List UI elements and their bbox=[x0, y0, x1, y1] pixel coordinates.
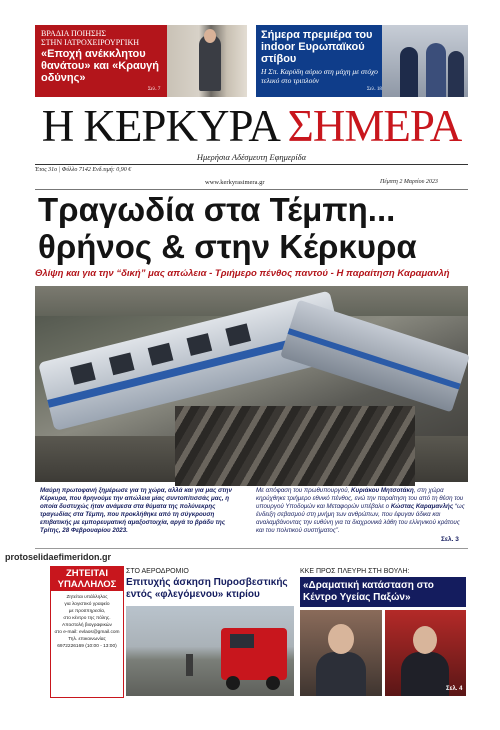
politician-suit bbox=[316, 652, 366, 696]
classified-ad-box[interactable] bbox=[50, 566, 124, 698]
promo-right-headline: Σήμερα πρεμιέρα του indoor Ευρωπαϊκού στίβου bbox=[261, 29, 373, 65]
promo-right-photo bbox=[382, 25, 468, 97]
promo-indoor-athletics[interactable] bbox=[256, 25, 468, 97]
carriage-window bbox=[70, 362, 96, 385]
story-mid-kicker: ΣΤΟ ΑΕΡΟΔΡΟΜΙΟ bbox=[126, 568, 189, 575]
speaker-figure bbox=[199, 35, 221, 91]
minister-face bbox=[413, 626, 437, 654]
carriage-window bbox=[225, 323, 251, 346]
classified-line: 6972226169 (10:00 - 13:00) bbox=[57, 644, 117, 649]
derailed-carriage-right bbox=[280, 300, 470, 413]
masthead-word-simera: ΣΗΜΕΡΑ bbox=[287, 101, 462, 151]
classified-line: για λογιστικό γραφείο bbox=[64, 602, 110, 607]
classified-line: Ζητείται υπάλληλος bbox=[66, 595, 108, 600]
politician-face bbox=[328, 624, 354, 654]
caption-right-name-2: Κώστας Καραμανλής bbox=[390, 503, 454, 510]
main-photo-train-crash[interactable] bbox=[35, 286, 468, 482]
classified-line: στο κέντρο της πόλης. bbox=[63, 616, 111, 621]
divider-header bbox=[35, 189, 468, 190]
website-link[interactable]: www.kerkyrasimera.gr bbox=[205, 179, 265, 186]
masthead-logo[interactable] bbox=[35, 102, 468, 150]
promo-right-subline: Η Σπ. Καρύδη αύριο στη μάχη με στόχο τελικό στο τριπλούν bbox=[261, 67, 378, 85]
wreckage-debris bbox=[175, 406, 415, 486]
story-right-kicker: ΚΚΕ ΠΡΟΣ ΠΛΕΥΡΗ ΣΤΗ ΒΟΥΛΗ: bbox=[300, 568, 410, 575]
classified-line: Αποστολή βιογραφικών bbox=[62, 623, 112, 628]
story-fire-drill[interactable] bbox=[126, 566, 294, 730]
story-mid-page-ref: Σελ. 9 bbox=[128, 724, 145, 730]
carriage-window bbox=[187, 333, 213, 356]
fire-truck-wheel bbox=[226, 676, 240, 690]
promo-left-headline: «Εποχή ανέκκλητου θανάτου» και «Κραυγή οδύνης» bbox=[41, 48, 159, 84]
issue-info: Έτος 31ο | Φύλλο 7142 Ενδ.τιμή: 0,90 € bbox=[35, 167, 132, 173]
caption-right-part-1: Με απόφαση του πρωθυπουργού, bbox=[256, 487, 352, 494]
story-mid-headline: Επιτυχής άσκηση Πυροσβεστικής εντός «φλεγόμενου» κτιρίου bbox=[126, 577, 288, 600]
promo-left-kicker-1: ΒΡΑΔΙΑ ΠΟΙΗΣΗΣ bbox=[41, 29, 107, 38]
classified-body bbox=[53, 594, 121, 650]
caption-right-name-1: Κυριάκου Μητσοτάκη bbox=[351, 487, 414, 494]
athlete-figure-3 bbox=[448, 51, 464, 97]
classified-title: ΖΗΤΕΙΤΑΙ ΥΠΑΛΛΗΛΟΣ bbox=[51, 567, 123, 591]
caption-right-part-3: “ως ένδειξη σεβασμού στη μνήμη των ανθρώπων, που έφυγαν άδικα και αναλαμβάνοντας την ευθύνη για τα διαχρονικά λάθη του ελληνικού κράτους και του πολιτικού συστήματος”. bbox=[256, 503, 465, 534]
promo-poetry-night[interactable] bbox=[35, 25, 247, 97]
athlete-figure-1 bbox=[400, 47, 418, 97]
masthead-word-kerkyra: Η ΚΕΡΚΥΡΑ bbox=[41, 101, 278, 151]
story-right-page-ref: Σελ. 4 bbox=[446, 686, 463, 692]
promo-left-kicker-2: ΣΤΗΝ ΙΑΤΡΟΧΕΙΡΟΥΡΓΙΚΗ bbox=[41, 38, 139, 47]
fire-truck-wheel bbox=[266, 676, 280, 690]
story-right-photo-1 bbox=[300, 610, 382, 696]
carriage-window bbox=[148, 343, 174, 366]
fire-truck-window bbox=[230, 634, 254, 648]
carriage-stripe bbox=[288, 328, 461, 389]
caption-left: Μαύρη πρωτοφανή ξημέρωσε για τη χώρα, αλλά και για μας στην Κέρκυρα, που θρηνούμε την απώλεια μίας συντοπίτισσάς μας, η οποία δυστυχώς ήταν ανάμεσα στα θύματα της πολύνεκρης τραγωδίας στα Τέμπη, που προκλήθηκε από τη σύγκρουση επιβατικής με εμπορευματική αμαξοστοιχία, αργά το βράδυ της Τρίτης, 28 Φεβρουαρίου 2023. bbox=[40, 487, 232, 534]
caption-right bbox=[256, 487, 466, 535]
promo-right-page-ref: Σελ. 18 bbox=[367, 87, 382, 92]
story-mid-photo bbox=[126, 606, 294, 730]
caption-right-part-2: , στη χώρα κηρύχθηκε τριήμερο εθνικό πένθος, ενώ την παραίτηση του από τη θέση του υπουργού Υποδομών και Μεταφορών υπέβαλε ο bbox=[256, 487, 464, 510]
main-headline-line-1: Τραγωδία στα Τέμπη... bbox=[38, 191, 396, 228]
watermark-text: protoselidaefimeridon.gr bbox=[5, 552, 112, 562]
divider-top bbox=[35, 164, 468, 165]
athlete-figure-2 bbox=[426, 43, 446, 97]
carriage-window bbox=[109, 352, 135, 375]
divider-bottom bbox=[35, 548, 468, 549]
minister-suit bbox=[401, 652, 449, 696]
promo-left-page-ref: Σελ. 7 bbox=[148, 87, 161, 92]
classified-line: στο e-mail: evlaos@gmail.com bbox=[54, 630, 120, 635]
main-subhead: Θλίψη και για την “δική” μας απώλεια - Τριήμερο πένθος παντού - Η παραίτηση Καραμανλή bbox=[35, 268, 450, 279]
main-headline-line-2: θρήνος & στην Κέρκυρα bbox=[38, 228, 417, 265]
firefighter-figure bbox=[186, 654, 193, 676]
main-headline[interactable] bbox=[35, 191, 468, 265]
story-health-center[interactable] bbox=[300, 566, 466, 696]
speaker-face bbox=[204, 29, 216, 43]
promo-left-photo bbox=[167, 25, 247, 97]
classified-line: με προϋπηρεσία, bbox=[68, 609, 106, 614]
caption-page-ref[interactable]: Σελ. 3 bbox=[441, 536, 459, 543]
story-right-headline: «Δραματική κατάσταση στο Κέντρο Υγείας Παξών» bbox=[300, 577, 466, 607]
issue-date: Πέμπτη 2 Μαρτίου 2023 bbox=[380, 179, 438, 185]
masthead-tagline: Ημερήσια Αδέσμευτη Εφημερίδα bbox=[196, 152, 307, 162]
classified-line: Τηλ. επικοινωνίας bbox=[68, 637, 106, 642]
story-right-photo-2 bbox=[385, 610, 466, 696]
